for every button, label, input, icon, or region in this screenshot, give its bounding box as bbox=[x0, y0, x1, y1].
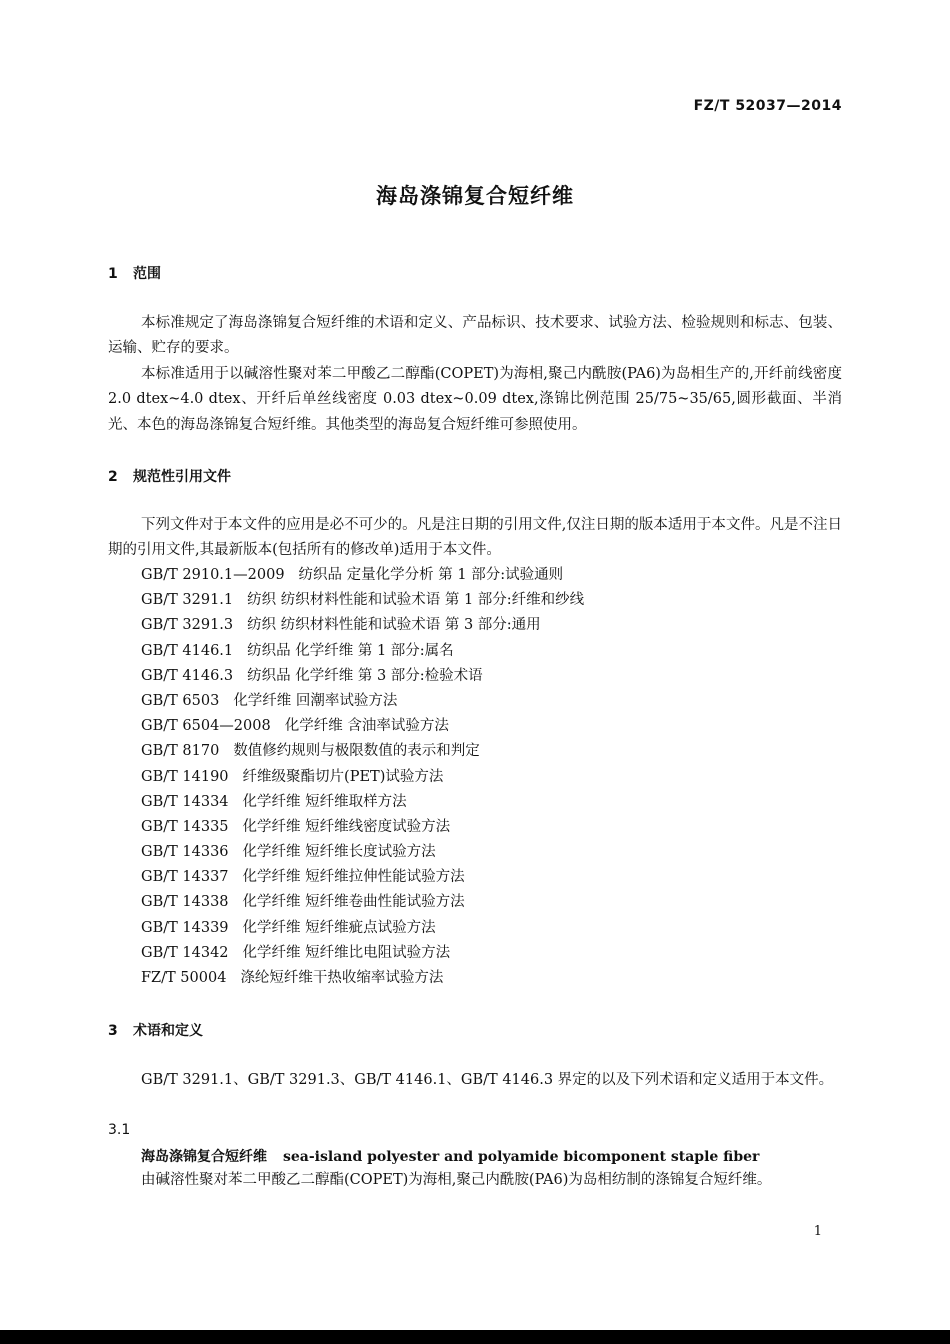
reference-code: GB/T 14190 bbox=[141, 768, 229, 785]
section-1-paragraph-1: 本标准规定了海岛涤锦复合短纤维的术语和定义、产品标识、技术要求、试验方法、检验规则和标志、包装、运输、贮存的要求。 bbox=[108, 315, 842, 357]
reference-code: GB/T 6503 bbox=[141, 692, 220, 709]
section-3-paragraph-1: GB/T 3291.1、GB/T 3291.3、GB/T 4146.1、GB/T 4146.3 界定的以及下列术语和定义适用于本文件。 bbox=[141, 1072, 834, 1088]
reference-item bbox=[141, 815, 841, 840]
reference-title: 化学纤维 含油率试验方法 bbox=[284, 718, 449, 735]
reference-title: 纺织品 定量化学分析 第 1 部分:试验通则 bbox=[298, 567, 564, 583]
reference-item bbox=[141, 664, 841, 689]
reference-item bbox=[141, 941, 841, 966]
reference-code: GB/T 4146.3 bbox=[141, 667, 234, 684]
term-chinese: 海岛涤锦复合短纤维 bbox=[141, 1149, 267, 1165]
reference-code: GB/T 14339 bbox=[141, 919, 229, 936]
term-entry bbox=[141, 1146, 759, 1166]
section-title: 范围 bbox=[133, 266, 161, 282]
reference-title: 纺织品 化学纤维 第 1 部分:属名 bbox=[247, 642, 454, 659]
reference-item bbox=[141, 966, 841, 991]
reference-item bbox=[141, 865, 841, 890]
section-number: 1 bbox=[108, 266, 118, 282]
reference-title: 化学纤维 短纤维比电阻试验方法 bbox=[242, 944, 451, 961]
reference-title: 化学纤维 短纤维疵点试验方法 bbox=[242, 919, 436, 936]
reference-title: 化学纤维 短纤维拉伸性能试验方法 bbox=[242, 869, 465, 886]
reference-title: 化学纤维 短纤维卷曲性能试验方法 bbox=[242, 894, 465, 911]
reference-title: 化学纤维 短纤维线密度试验方法 bbox=[242, 818, 451, 835]
reference-code: GB/T 14338 bbox=[141, 894, 229, 911]
section-2-heading bbox=[108, 466, 231, 486]
reference-code: FZ/T 50004 bbox=[141, 970, 227, 986]
bottom-edge-bar bbox=[0, 1330, 950, 1344]
section-number: 2 bbox=[108, 469, 118, 485]
standard-number: FZ/T 52037—2014 bbox=[693, 98, 842, 114]
reference-code: GB/T 14335 bbox=[141, 818, 229, 835]
reference-item bbox=[141, 613, 841, 638]
reference-item bbox=[141, 563, 841, 588]
reference-title: 数值修约规则与极限数值的表示和判定 bbox=[233, 743, 480, 760]
reference-code: GB/T 14342 bbox=[141, 944, 229, 961]
section-title: 术语和定义 bbox=[133, 1023, 203, 1039]
reference-item bbox=[141, 639, 841, 664]
reference-title: 纤维级聚酯切片(PET)试验方法 bbox=[242, 768, 444, 785]
reference-code: GB/T 6504—2008 bbox=[141, 718, 271, 735]
reference-item bbox=[141, 916, 841, 941]
section-3-heading bbox=[108, 1020, 203, 1040]
section-2-paragraph-1: 下列文件对于本文件的应用是必不可少的。凡是注日期的引用文件,仅注日期的版本适用于本文件。凡是不注日期的引用文件,其最新版本(包括所有的修改单)适用于本文件。 bbox=[108, 517, 842, 559]
reference-item bbox=[141, 588, 841, 613]
reference-code: GB/T 14337 bbox=[141, 869, 229, 886]
reference-item bbox=[141, 739, 841, 764]
section-title: 规范性引用文件 bbox=[133, 469, 231, 485]
reference-item bbox=[141, 689, 841, 714]
reference-code: GB/T 4146.1 bbox=[141, 642, 234, 659]
reference-title: 化学纤维 回潮率试验方法 bbox=[233, 692, 398, 709]
reference-title: 涤纶短纤维干热收缩率试验方法 bbox=[240, 970, 444, 986]
reference-title: 化学纤维 短纤维长度试验方法 bbox=[242, 844, 436, 861]
document-title: 海岛涤锦复合短纤维 bbox=[376, 184, 574, 208]
reference-item bbox=[141, 714, 841, 739]
reference-item bbox=[141, 765, 841, 790]
clause-number: 3.1 bbox=[108, 1122, 131, 1138]
reference-code: GB/T 3291.1 bbox=[141, 592, 234, 609]
term-definition: 由碱溶性聚对苯二甲酸乙二醇酯(COPET)为海相,聚己内酰胺(PA6)为岛相纺制的涤锦复合短纤维。 bbox=[141, 1172, 772, 1188]
reference-item bbox=[141, 840, 841, 865]
section-number: 3 bbox=[108, 1023, 118, 1039]
section-1-paragraph-2: 本标准适用于以碱溶性聚对苯二甲酸乙二醇酯(COPET)为海相,聚己内酰胺(PA6)为岛相生产的,开纤前线密度 2.0 dtex~4.0 dtex、开纤后单丝线密度 0.03 dtex~0.09 dtex,涤锦比例范围 25/75~35/65,圆形截面、半消光、本色的海岛涤锦复合短纤维。其他类型的海岛复合短纤维可参照使用。 bbox=[108, 366, 842, 433]
reference-item bbox=[141, 890, 841, 915]
normative-reference-list bbox=[141, 563, 841, 991]
reference-title: 纺织品 化学纤维 第 3 部分:检验术语 bbox=[247, 667, 483, 684]
reference-title: 化学纤维 短纤维取样方法 bbox=[242, 793, 407, 810]
term-english: sea-island polyester and polyamide bicomponent staple fiber bbox=[283, 1149, 760, 1165]
section-1-heading bbox=[108, 263, 161, 283]
reference-title: 纺织 纺织材料性能和试验术语 第 3 部分:通用 bbox=[247, 617, 541, 634]
reference-title: 纺织 纺织材料性能和试验术语 第 1 部分:纤维和纱线 bbox=[247, 592, 585, 609]
reference-code: GB/T 14336 bbox=[141, 844, 229, 861]
reference-item bbox=[141, 790, 841, 815]
page-number: 1 bbox=[813, 1224, 822, 1239]
reference-code: GB/T 2910.1—2009 bbox=[141, 567, 285, 583]
reference-code: GB/T 14334 bbox=[141, 793, 229, 810]
reference-code: GB/T 3291.3 bbox=[141, 617, 234, 634]
reference-code: GB/T 8170 bbox=[141, 743, 220, 760]
